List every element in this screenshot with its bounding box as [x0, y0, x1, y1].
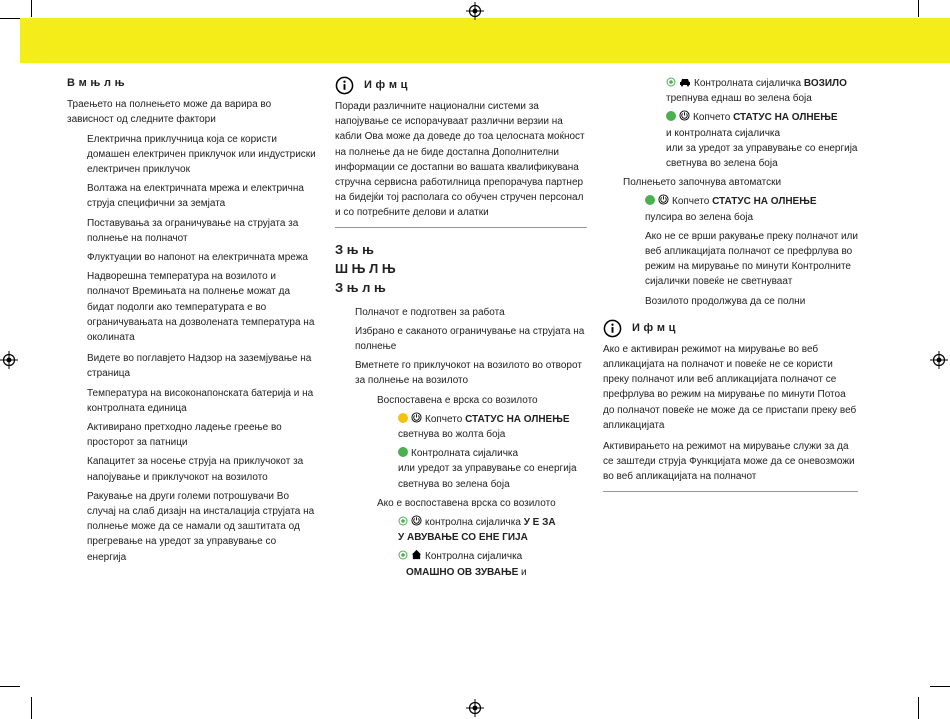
power-icon: [411, 412, 422, 423]
condition: Полнењето започнува автоматски: [623, 177, 782, 189]
text: Контролна сијаличка: [425, 551, 523, 563]
crop-mark: [918, 697, 919, 719]
result-item: [603, 110, 858, 171]
text: Копчето: [425, 413, 466, 425]
text: Копчето: [672, 196, 713, 208]
text: контролна сијаличка: [425, 517, 524, 529]
step: Вметнете го приклучокот на возилото во отворот за полнење на возилото: [355, 360, 582, 387]
crop-mark: [0, 18, 20, 19]
section-heading: В м њ л њ: [67, 77, 125, 89]
result-item: [603, 76, 858, 106]
divider: [603, 491, 858, 492]
text: светнува во жолта боја: [398, 429, 506, 441]
info-header: [335, 76, 587, 95]
list-item: Температура на високонапонската батерија и на контролната единица: [87, 387, 314, 414]
button-label: СТАТУС НА ОЛНЕЊЕ: [465, 413, 570, 425]
info-icon: [603, 319, 622, 338]
yellow-light-icon: [398, 413, 408, 423]
list-item: Волтажа на електричната мрежа и електрична струја специфични за земјата: [87, 183, 304, 210]
text: Контролната сијаличка: [694, 78, 804, 89]
result-item: [335, 549, 587, 579]
green-ring-icon: [666, 77, 676, 87]
info-body: Ако е активиран режимот на мирување во веб апликацијата на полначот и повеќе не се користи преку полначот или веб апликацијата полначот се префрлува во режим на мирување по минути Потоа до полначот повеќе не може да се пристапи преку веб апликацијата: [603, 343, 857, 431]
info-body: Поради различните национални системи за напојување се испорачуваат различни верзии на кабли Ова може да доведе до тоа целосната моќност на полнење да не биде достапна Дополнителни информации се достапни во вашата квалификувана стручна сервисна работилница препорачува партнер на бидејќи тој располага со обучен стручен персонал и со потребните делови и алатки: [335, 101, 585, 219]
power-icon: [679, 110, 690, 121]
info-title: И ф м ц: [632, 321, 676, 334]
list-item: Активирано претходно ладење греење во просторот за патници: [87, 422, 282, 449]
text: и: [518, 566, 527, 578]
condition: Воспоставена е врска со возилото: [377, 394, 538, 406]
info-icon: [335, 76, 354, 95]
result-item: Ако не се врши ракување преку полначот или веб апликацијата полначот се префрлува во режим на мирување по минути Контролните сијалички повеќе не светнуваат: [645, 230, 858, 288]
step: Избрано е саканото ограничување на струјата на полнење: [355, 325, 585, 353]
button-label: СТАТУС НА ОЛНЕЊЕ: [733, 112, 838, 124]
list-item: Ракување на други големи потрошувачи Во случај на слаб дизајн на инсталација струјата на полнење може да се намали од заштитата од прегревање на уредот за управување со енергија: [87, 490, 315, 563]
result-item: Возилото продолжува да се полни: [645, 295, 806, 307]
result-item: [335, 446, 587, 492]
power-icon: [411, 515, 422, 526]
crosshair-icon: [466, 2, 484, 20]
button-label: СТАТУС НА ОЛНЕЊЕ: [712, 196, 817, 208]
column-middle: [335, 76, 587, 580]
power-icon: [658, 194, 669, 205]
green-light-icon: [666, 111, 676, 121]
label: У АВУВАЊЕ СО ЕНЕ ГИЈА: [398, 532, 528, 544]
list-item: Флуктуации во напонот на електричната мрежа: [87, 252, 308, 264]
text: Контролната сијаличка: [411, 448, 519, 460]
label: ВОЗИЛО: [803, 78, 847, 89]
section-heading: Ш Њ Л Њ: [335, 260, 396, 276]
condition: Ако е воспоставена врска со возилото: [377, 497, 556, 509]
crop-mark: [918, 0, 919, 17]
result-item: [335, 412, 587, 442]
crop-mark: [930, 686, 950, 687]
crosshair-icon: [930, 351, 948, 369]
result-item: [603, 194, 858, 224]
cross-reference: Видете во поглавјето Надзор на заземјување на страница: [87, 353, 312, 380]
car-icon: [679, 77, 691, 87]
column-left: [67, 76, 317, 565]
green-light-icon: [398, 447, 408, 457]
section-heading: З њ њ: [335, 241, 374, 257]
crosshair-icon: [0, 351, 18, 369]
crop-mark: [31, 697, 32, 719]
info-title: И ф м ц: [364, 78, 408, 91]
text: пулсира во зелена боја: [645, 211, 754, 223]
section-heading: З њ л њ: [335, 279, 386, 295]
crop-mark: [31, 0, 32, 17]
text: или за уредот за управување со енергија светнува во зелена боја: [666, 142, 858, 170]
crosshair-icon: [466, 699, 484, 717]
crop-mark: [0, 686, 20, 687]
list-item: Надворешна температура на возилото и полначот Времињата на полнење можат да бидат подолги ако температурата е во ограничувањата на дозволената температура на околината: [87, 271, 315, 344]
header-banner: [20, 18, 950, 63]
list-item: Електрична приклучница која се користи домашен електричен приклучок или индустриски електричен приклучок: [87, 133, 316, 176]
green-light-icon: [645, 195, 655, 205]
label: ОМАШНО ОВ ЗУВАЊЕ: [406, 566, 519, 578]
green-ring-icon: [398, 550, 408, 560]
paragraph: Траењето на полнењето може да варира во зависност од следните фактори: [67, 99, 272, 126]
result-item: [335, 515, 587, 545]
info-header: [603, 319, 858, 338]
label: У Е ЗА: [523, 517, 556, 529]
list-item: Поставувања за ограничување на струјата за полнење на полначот: [87, 217, 299, 244]
list-item: Капацитет за носење струја на приклучокот за напојување и приклучокот на возилото: [87, 456, 304, 483]
divider: [335, 227, 587, 228]
text: Копчето: [693, 112, 734, 124]
step: Полначот е подготвен за работа: [355, 306, 505, 318]
home-icon: [411, 549, 422, 560]
green-ring-icon: [398, 516, 408, 526]
text: трепнува еднаш во зелена боја: [666, 93, 812, 105]
column-right: [603, 76, 858, 492]
text: и контролната сијаличка: [666, 127, 781, 139]
info-body: Активирањето на режимот на мирување служи за да се заштеди струја Функцијата може да се оневозможи во веб апликацијата на полначот: [603, 441, 855, 483]
text: или уредот за управување со енергија светнува во зелена боја: [398, 463, 577, 490]
